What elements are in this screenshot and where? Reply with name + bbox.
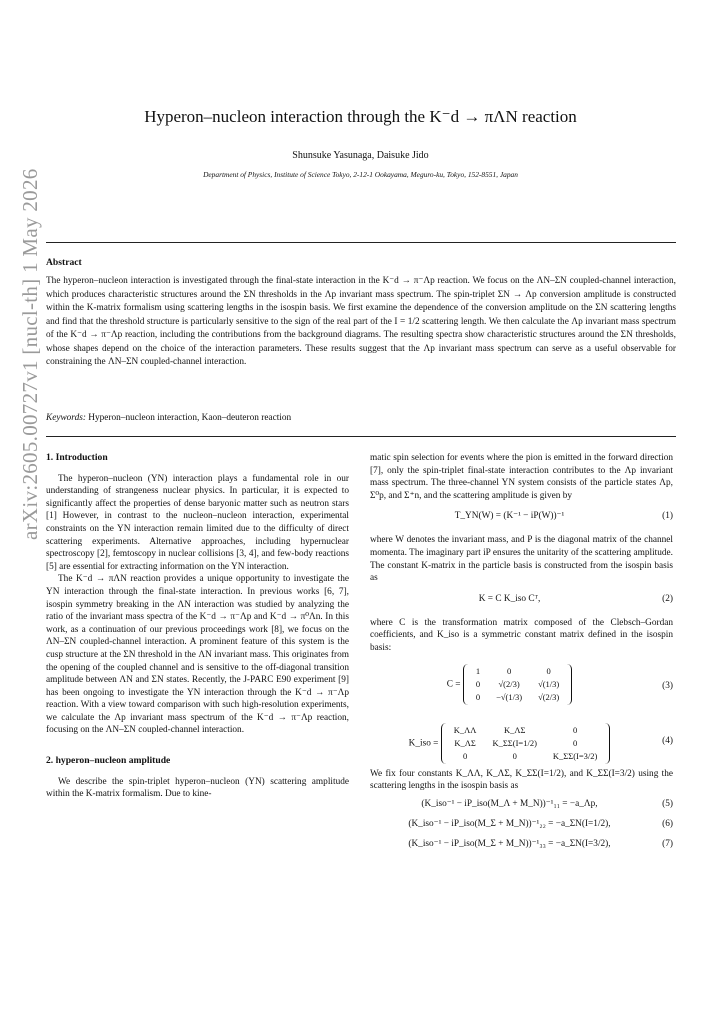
equation-2 xyxy=(370,590,673,612)
equation-4 xyxy=(370,721,673,763)
matrix-c-cell-3-1: 0 xyxy=(475,691,481,702)
abstract-heading: Abstract xyxy=(46,257,82,268)
keywords xyxy=(46,413,676,423)
equation-6-body: (K_iso⁻¹ − iP_iso(M_Σ + M_N))⁻¹₂₂ = −a_ΣN(I=1/2), xyxy=(408,818,611,829)
equation-1-body: T_YN(W) = (K⁻¹ − iP(W))⁻¹ xyxy=(454,511,565,522)
matrix-c-cell-1-2: 0 xyxy=(506,665,512,676)
matrix-k-iso-cell-2-3: 0 xyxy=(573,737,578,748)
equation-1 xyxy=(370,507,673,529)
matrix-k-iso-cell-3-2: 0 xyxy=(512,750,517,761)
right-paragraph-after-eq1: where W denotes the invariant mass, and P is the diagonal matrix of the channel momenta. The imaginary part iP ensures the unitarity of the scattering amplitude. The constant K-matrix in the particle basis is constructed from the isospin basis as xyxy=(370,535,673,584)
paper-title: Hyperon–nucleon interaction through the K⁻d → πΛN reaction xyxy=(144,107,577,126)
matrix-k-iso-cell-2-2: K_ΣΣ(I=1/2) xyxy=(492,737,537,748)
keywords-label: Keywords: xyxy=(46,413,86,423)
keywords-text: Hyperon–nucleon interaction, Kaon–deuteron reaction xyxy=(88,413,292,423)
equation-6 xyxy=(370,815,673,833)
equation-2-body: K = C K_iso Cᵀ, xyxy=(478,593,541,604)
equation-2-number: (2) xyxy=(662,593,673,604)
equation-4-body xyxy=(370,723,649,764)
matrix-c-cell-1-1: 1 xyxy=(475,665,481,676)
equation-4-label: K_iso = xyxy=(408,738,439,749)
equation-5-body: (K_iso⁻¹ − iP_iso(M_Λ + M_N))⁻¹₁₁ = −a_Λp, xyxy=(421,798,598,809)
equation-4-number: (4) xyxy=(662,735,673,746)
right-column xyxy=(370,452,673,855)
matrix-c-cell-3-3: √(2/3) xyxy=(538,691,560,702)
matrix-c-cell-3-2: −√(1/3) xyxy=(496,691,523,702)
matrix-k-iso-cell-3-3: K_ΣΣ(I=3/2) xyxy=(552,750,598,761)
equation-3-body xyxy=(370,664,649,705)
matrix-c-cell-2-3: √(1/3) xyxy=(538,678,560,689)
equation-7-body: (K_iso⁻¹ − iP_iso(M_Σ + M_N))⁻¹₃₃ = −a_ΣN(I=3/2), xyxy=(408,838,611,849)
equation-3 xyxy=(370,660,673,716)
right-paragraph-continuation: matic spin selection for events where the pion is emitted in the forward direction [7], only the spin-triplet final-state interaction contributes to the Λp invariant mass spectrum. The three-channel YN system consists of the particle states Λp, Σ⁰p, and Σ⁺n, and the scattering amplitude is given by xyxy=(370,453,673,501)
author-list: Shunsuke Yasunaga, Daisuke Jido xyxy=(292,150,429,161)
top-rule xyxy=(46,242,676,243)
matrix-k-iso-cell-2-1: K_ΛΣ xyxy=(454,737,476,748)
arxiv-side-stamp: arXiv:2605.00727v1 [nucl-th] 1 May 2026 xyxy=(18,168,42,540)
section-2-paragraph-1: We describe the spin-triplet hyperon–nucleon (YN) scattering amplitude within the K-matrix formalism. Due to kine- xyxy=(46,776,349,800)
equation-1-number: (1) xyxy=(662,511,673,522)
abstract-text: The hyperon–nucleon interaction is investigated through the final-state interaction in the K⁻d → π⁻Λp reaction. We focus on the ΛN–ΣN coupled-channel interaction, which produces characteristic structures around the ΣN thresholds in the Λp invariant mass spectrum. The spin-triplet ΣN → Λp conversion amplitude is constructed within the K-matrix formalism using scattering lengths in the isospin basis. We first examine the dependence of the conversion amplitude on the ΣN scattering lengths and find that the threshold structure is particularly sensitive to the sign of the real part of the I = 1/2 scattering length. We then calculate the Λp invariant mass spectrum of the K⁻d → π⁻Λp reaction, including the contributions from the background diagrams. The resulting spectra show characteristic structures around the ΣN thresholds, whose shapes depend on the choice of the interaction parameters. These results suggest that the Λp invariant mass spectrum can serve as a useful observable for constraining the ΛN–ΣN coupled-channel interaction. xyxy=(46,276,676,367)
intro-paragraph-1: The hyperon–nucleon (YN) interaction plays a fundamental role in our understanding of strangeness nuclear physics. In particular, it is expected to significantly affect the properties of dense baryonic matter such as neutron stars [1] However, in contrast to the nucleon–nucleon interaction, experimental constraints on the YN interaction remain limited due to the difficulty of direct scattering experiments. Alternative approaches, including hypernuclear spectroscopy [2], femtoscopy in nuclear collisions [3, 4], and few-body reactions [5] are essential for extracting information on the YN interaction. xyxy=(46,473,349,572)
matrix-c xyxy=(463,664,572,705)
matrix-k-iso-cell-3-1: 0 xyxy=(462,750,468,761)
section-1-heading: 1. Introduction xyxy=(46,452,108,463)
right-paragraph-after-eq2: where C is the transformation matrix composed of the Clebsch–Gordan coefficients, and K_iso is a symmetric constant matrix defined in the isospin basis: xyxy=(370,617,673,653)
equation-7 xyxy=(370,835,673,853)
matrix-k-iso xyxy=(441,723,611,764)
intro-paragraph-2: The K⁻d → πΛN reaction provides a unique opportunity to investigate the YN interaction through the final-state interaction. In previous works [6, 7], isospin symmetry breaking in the ΛN interaction was studied by analyzing the ratio of the invariant mass spectra of the K⁻d → π⁻Λp and K⁻d → π⁰Λn. In this work, as a continuation of our previous proceedings work [8], we focus on the ΛN–ΣN coupled-channel interaction. A prominent feature of this system is the cusp structure at the ΣN threshold in the ΛN invariant mass. This originates from the opening of the coupled channel and is sensitive to the off-diagonal transition amplitude between ΛN and ΣN states. Recently, the J-PARC E90 experiment [9] has been ongoing to investigate the YN interaction through the K⁻d → π⁻Λp reaction. With a view toward comparison with such high-resolution experiments, we calculate the Λp invariant mass spectrum of the K⁻d → π⁻Λp reaction, focusing on the ΛN–ΣN coupled-channel interaction. xyxy=(46,574,349,736)
equation-6-number: (6) xyxy=(662,818,673,829)
section-2-heading: 2. hyperon–nucleon amplitude xyxy=(46,755,171,767)
affiliation: Department of Physics, Institute of Science Tokyo, 2-12-1 Ookayama, Meguro-ku, Tokyo, 152-8551, Japan xyxy=(203,170,518,179)
equation-3-number: (3) xyxy=(662,680,673,691)
right-paragraph-after-eq4: We fix four constants K_ΛΛ, K_ΛΣ, K_ΣΣ(I=1/2), and K_ΣΣ(I=3/2) using the scattering lengths in the isospin basis as xyxy=(370,768,673,792)
equation-5-number: (5) xyxy=(662,798,673,809)
left-column xyxy=(46,452,349,801)
matrix-k-iso-cell-1-2: K_ΛΣ xyxy=(503,724,526,735)
equation-7-number: (7) xyxy=(662,838,673,849)
equation-3-label: C = xyxy=(446,679,461,690)
matrix-k-iso-cell-1-1: K_ΛΛ xyxy=(453,724,477,735)
matrix-k-iso-cell-1-3: 0 xyxy=(573,724,578,735)
matrix-c-cell-2-2: √(2/3) xyxy=(498,678,520,689)
matrix-c-cell-2-1: 0 xyxy=(475,678,481,689)
matrix-c-cell-1-3: 0 xyxy=(546,665,551,676)
abstract-bottom-rule xyxy=(46,436,676,437)
equation-5 xyxy=(370,795,673,813)
